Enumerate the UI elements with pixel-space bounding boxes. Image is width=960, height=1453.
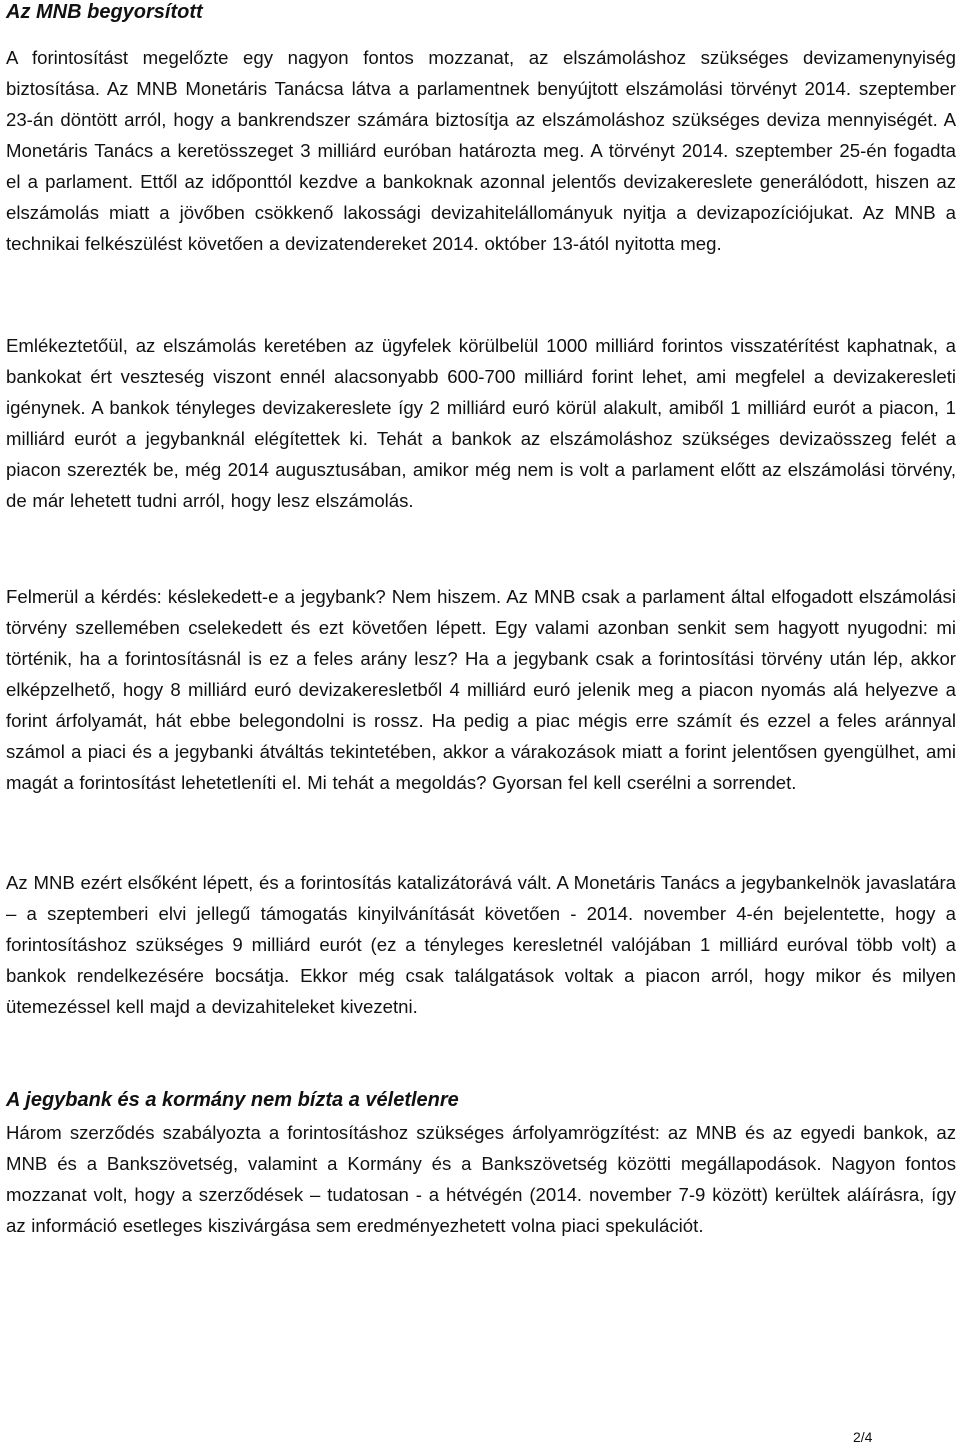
section-heading-jegybank: A jegybank és a kormány nem bízta a véletlenre: [6, 1089, 459, 1111]
paragraph-1: A forintosítást megelőzte egy nagyon fontos mozzanat, az elszámoláshoz szükséges devizamenynyiség biztosítása. Az MNB Monetáris Tanácsa látva a parlamentnek benyújtott elszámolási törvényt 2014. szeptember 23-án döntött arról, hogy a bankrendszer számára biztosítja az elszámoláshoz szükséges deviza mennyiségét. A Monetáris Tanács a keretösszeget 3 milliárd euróban határozta meg. A törvényt 2014. szeptember 25-én fogadta el a parlament. Ettől az időponttól kezdve a bankoknak azonnal jelentős devizakereslete generálódott, hiszen az elszámolás miatt a jövőben csökkenő lakossági devizahitelállományuk nyitja a devizapozíciójukat. Az MNB a technikai felkészülést követően a devizatendereket 2014. október 13-ától nyitotta meg.: [6, 47, 956, 254]
page-number: 2/4: [853, 1429, 873, 1445]
paragraph-4: Az MNB ezért elsőként lépett, és a forintosítás katalizátorává vált. A Monetáris Tanács a jegybankelnök javaslatára – a szeptemberi elvi jellegű támogatás kinyilvánítását követően - 2014. november 4-én bejelentette, hogy a forintosításhoz szükséges 9 milliárd eurót (ez a tényleges keresletnél valójában 1 milliárd euróval több volt) a bankok rendelkezésére bocsátja. Ekkor még csak találgatások voltak a piacon arról, hogy mikor és milyen ütemezéssel kell majd a devizahiteleket kivezetni.: [6, 872, 956, 1017]
section-heading-mnb: Az MNB begyorsított: [6, 1, 203, 23]
paragraph-3: Felmerül a kérdés: késlekedett-e a jegybank? Nem hiszem. Az MNB csak a parlament által elfogadott elszámolási törvény szellemében cselekedett és ezt követően lépett. Egy valami azonban senkit sem hagyott nyugodni: mi történik, ha a forintosításnál is ez a feles arány lesz? Ha a jegybank csak a forintosítási törvény után lép, akkor elképzelhető, hogy 8 milliárd euró devizakeresletből 4 milliárd euró jelenik meg a piacon nyomás alá helyezve a forint árfolyamát, hát ebbe belegondolni is rossz. Ha pedig a piac mégis erre számít és ezzel a feles aránnyal számol a piaci és a jegybanki átváltás tekintetében, akkor a várakozások miatt a forint jelentősen gyengülhet, ami magát a forintosítást lehetetleníti el. Mi tehát a megoldás? Gyorsan fel kell cserélni a sorrendet.: [6, 586, 956, 793]
paragraph-2: Emlékeztetőül, az elszámolás keretében az ügyfelek körülbelül 1000 milliárd forintos visszatérítést kaphatnak, a bankokat ért veszteség viszont ennél alacsonyabb 600-700 milliárd forint lehet, ami megfelel a devizakeresleti igénynek. A bankok tényleges devizakereslete így 2 milliárd euró körül alakult, amiből 1 milliárd eurót a piacon, 1 milliárd eurót a jegybanknál elégítettek ki. Tehát a bankok az elszámoláshoz szükséges devizaösszeg felét a piacon szerezték be, még 2014 augusztusában, amikor még nem is volt a parlament előtt az elszámolási törvény, de már lehetett tudni arról, hogy lesz elszámolás.: [6, 335, 956, 511]
paragraph-5: Három szerződés szabályozta a forintosításhoz szükséges árfolyamrögzítést: az MNB és az egyedi bankok, az MNB és a Bankszövetség, valamint a Kormány és a Bankszövetség közötti megállapodások. Nagyon fontos mozzanat volt, hogy a szerződések – tudatosan - a hétvégén (2014. november 7-9 között) kerültek aláírásra, így az információ esetleges kiszivárgása sem eredményezhetett volna piaci spekulációt.: [6, 1122, 956, 1236]
